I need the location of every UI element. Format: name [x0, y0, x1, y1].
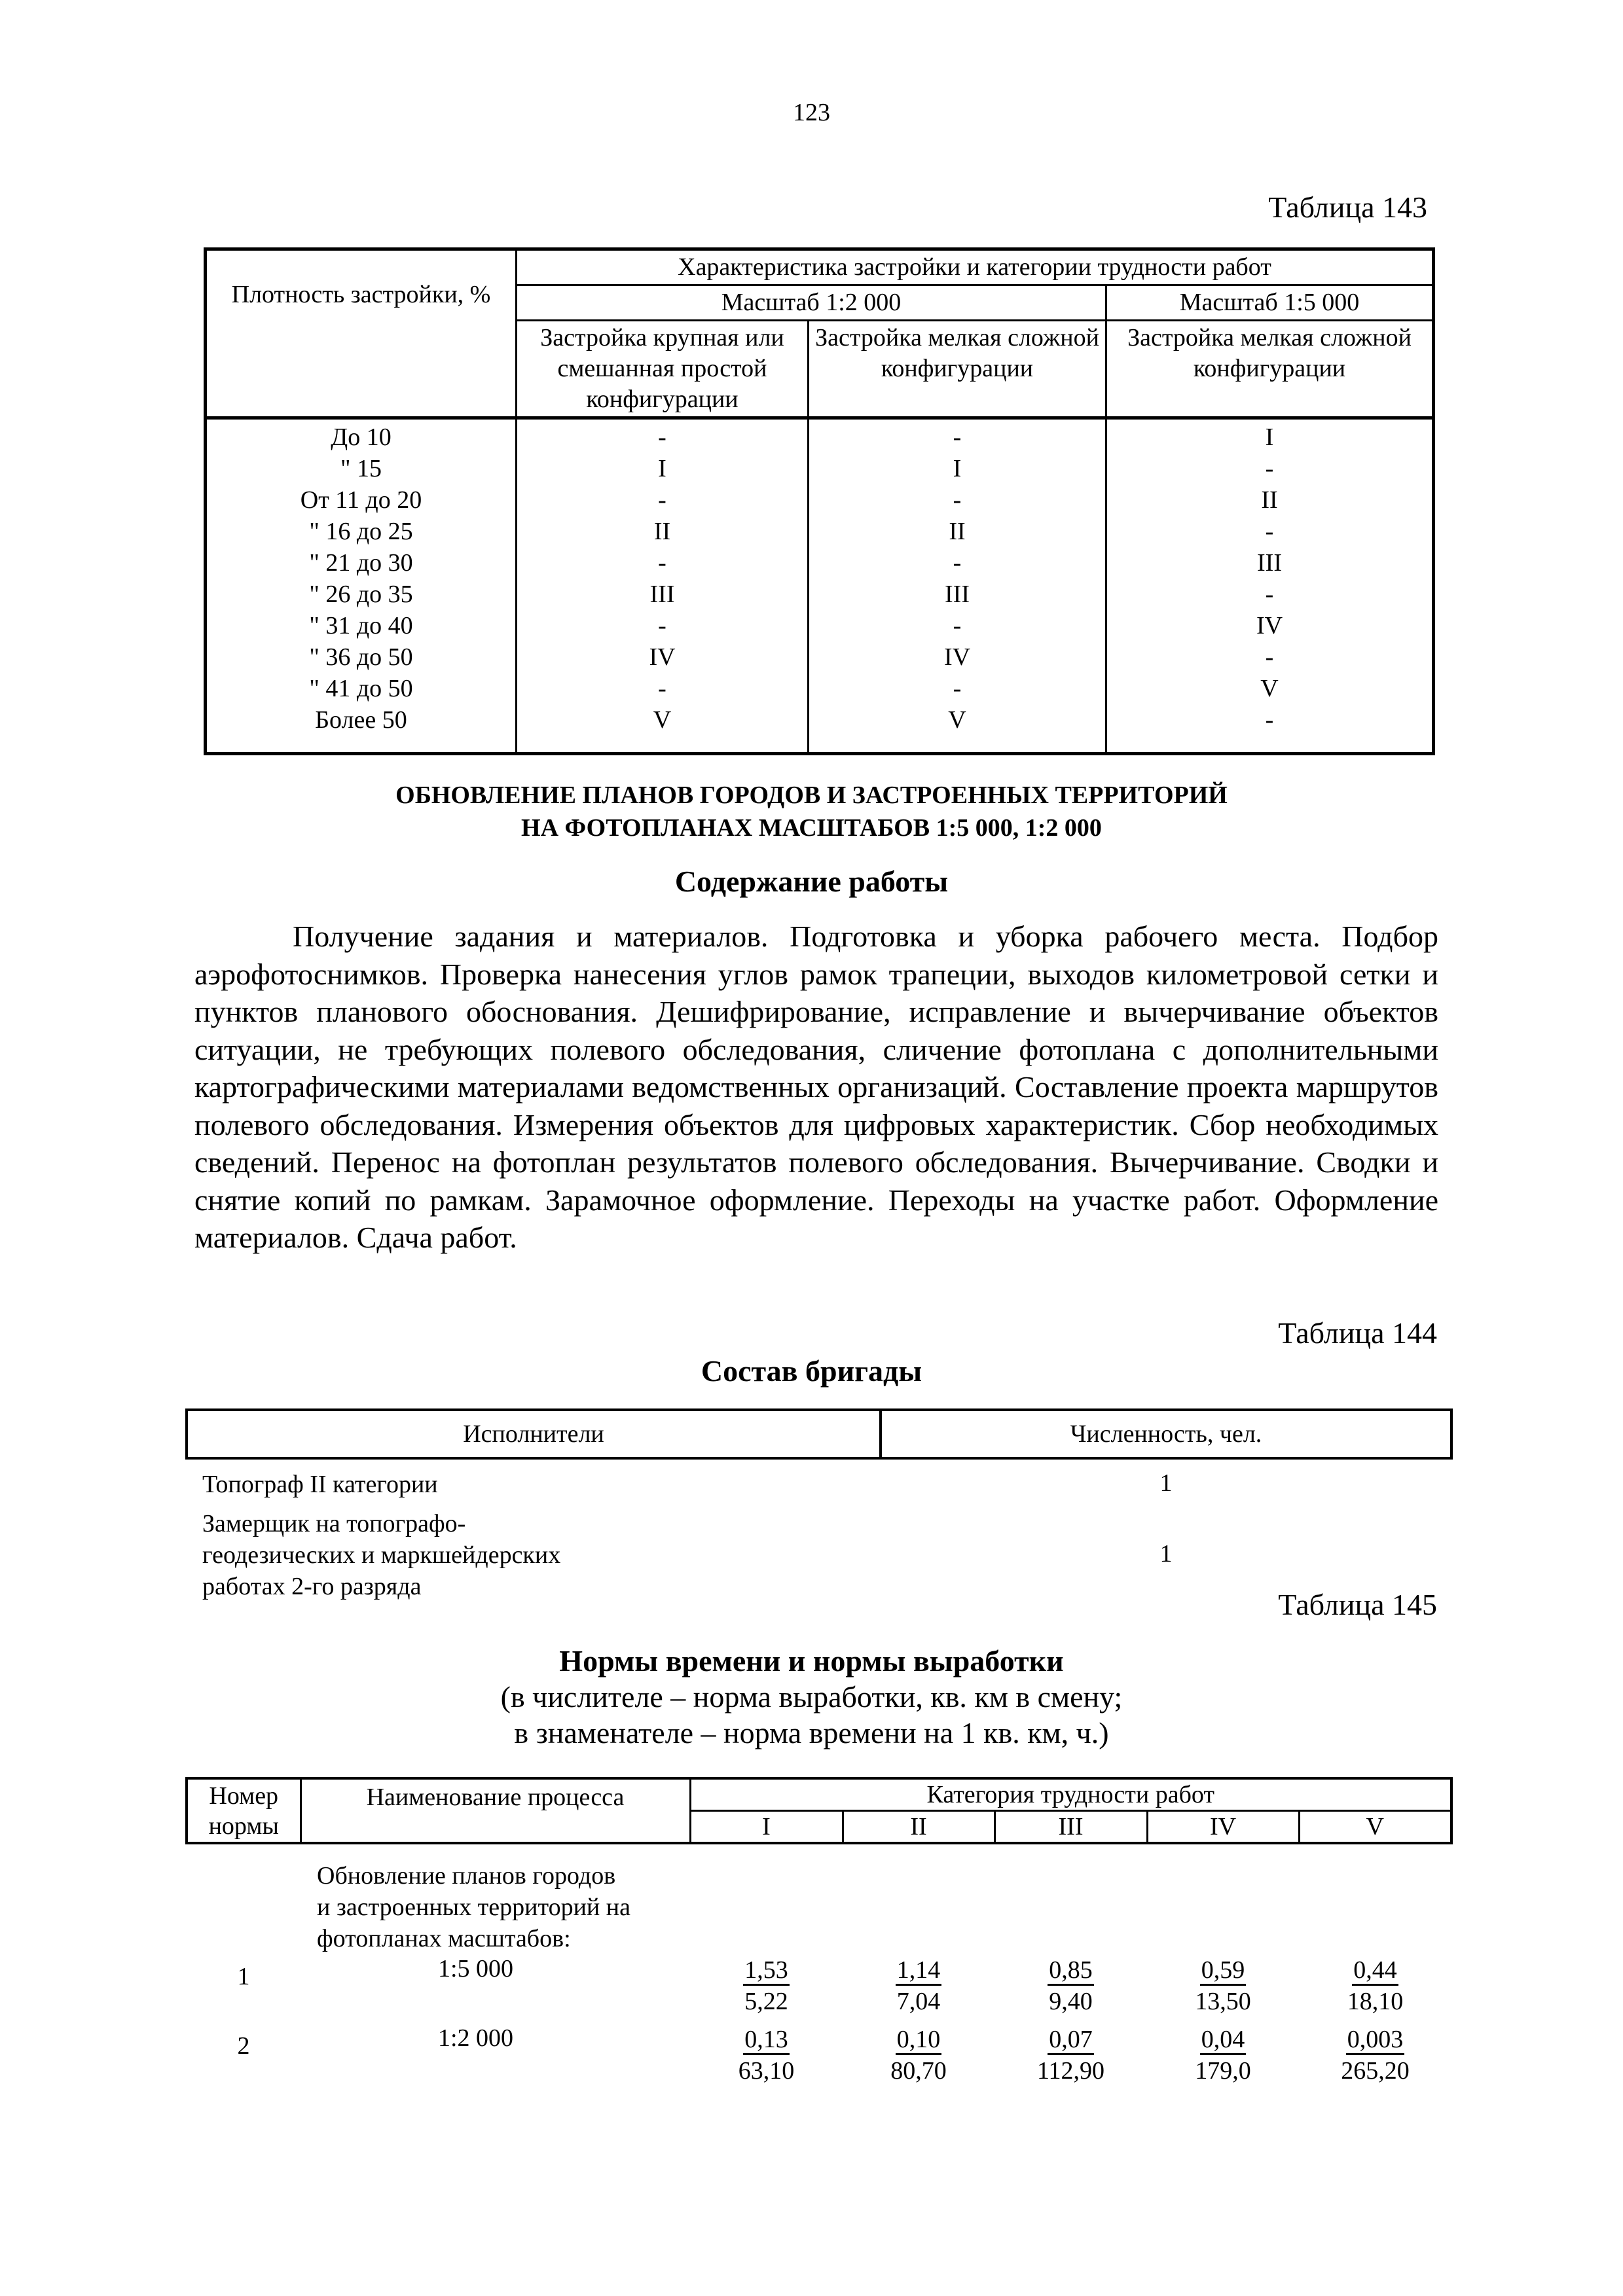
category-column-1: [517, 418, 809, 754]
process-title: Обновление планов городов и застроенных территорий на фотопланах масштабов:: [317, 1862, 630, 1952]
table-cell: " 21 до 30: [309, 549, 413, 577]
norm-fraction: $\frac{0,003}{265,20}$: [1341, 2026, 1410, 2085]
table-cell: I: [953, 455, 962, 482]
table-cell: 1: [1159, 1469, 1173, 1497]
table-cell: -: [953, 423, 962, 451]
norm-fraction: $\frac{0,04}{179,0}$: [1195, 2026, 1251, 2085]
table-145-title: Нормы времени и нормы выработки: [559, 1644, 1064, 1677]
section-title-line-2: НА ФОТОПЛАНАХ МАСШТАБОВ 1:5 000, 1:2 000: [521, 814, 1102, 842]
table-cell: IV: [1256, 612, 1283, 639]
category-column-2: [809, 418, 1106, 754]
norm-fraction: $\frac{0,13}{63,10}$: [738, 2026, 795, 2085]
norm-fraction: $\frac{1,14}{7,04}$: [896, 1956, 941, 2015]
table-cell: -: [1265, 706, 1274, 734]
table-cell: Замерщик на топографо-геодезических и маркшейдерских работах 2-го разряда: [202, 1510, 561, 1600]
header-count: Численность, чел.: [881, 1410, 1451, 1458]
header-density: Плотность застройки, %: [206, 249, 517, 418]
page-number: 123: [793, 99, 830, 126]
norm-number: 2: [237, 2032, 250, 2060]
norm-fraction: $\frac{0,85}{9,40}$: [1049, 1956, 1093, 2015]
table-145: [185, 1777, 1453, 2087]
table-145-subtitle-1: (в числителе – норма выработки, кв. км в смену;: [500, 1680, 1123, 1713]
norm-fraction: $\frac{0,07}{112,90}$: [1036, 2026, 1105, 2085]
density-column: [206, 418, 517, 754]
header-performers: Исполнители: [187, 1410, 881, 1458]
norm-number: 1: [237, 1963, 250, 1990]
header-difficulty-category: Категория трудности работ: [690, 1778, 1451, 1811]
table-cell: -: [658, 423, 666, 451]
table-row: [187, 1458, 1451, 1508]
table-cell: Топограф II категории: [202, 1471, 438, 1498]
table-cell: -: [1265, 643, 1274, 671]
table-cell: -: [953, 675, 962, 702]
table-cell: -: [658, 675, 666, 702]
header-norm-number: Номер нормы: [187, 1778, 301, 1843]
table-cell: -: [953, 549, 962, 577]
table-cell: -: [658, 612, 666, 639]
table-cell: Более 50: [315, 706, 407, 734]
norm-fraction: $\frac{0,59}{13,50}$: [1195, 1956, 1251, 2015]
table-145-caption: [0, 1643, 1623, 1751]
header-scale-5000: Масштаб 1:5 000: [1106, 285, 1434, 321]
header-sub-3: Застройка мелкая сложной конфигурации: [1106, 321, 1434, 418]
norm-fraction: $\frac{1,53}{5,22}$: [744, 1956, 788, 2015]
table-cell: -: [658, 486, 666, 514]
section-title-line-1: ОБНОВЛЕНИЕ ПЛАНОВ ГОРОДОВ И ЗАСТРОЕННЫХ ТЕРРИТОРИЙ: [395, 781, 1228, 809]
table-cell: V: [653, 706, 672, 734]
table-cell: II: [653, 518, 671, 545]
header-scale-2000: Масштаб 1:2 000: [517, 285, 1106, 321]
table-143-label: Таблица 143: [1268, 190, 1427, 224]
section-title: [0, 779, 1623, 844]
header-group: Характеристика застройки и категории трудности работ: [517, 249, 1434, 285]
table-cell: III: [1257, 549, 1282, 577]
section-subtitle: Содержание работы: [674, 865, 949, 898]
header-cat-3: III: [994, 1811, 1147, 1844]
table-cell: III: [649, 581, 675, 608]
table-cell: V: [948, 706, 966, 734]
header-cat-5: V: [1299, 1811, 1451, 1844]
scale-label: 1:5 000: [437, 1955, 514, 1982]
table-cell: 1: [1159, 1540, 1173, 1568]
table-cell: -: [1265, 518, 1274, 545]
table-cell: II: [949, 518, 966, 545]
table-cell: -: [658, 549, 666, 577]
scale-label: 1:2 000: [437, 2024, 514, 2052]
table-144-label: Таблица 144: [1278, 1316, 1437, 1350]
header-sub-1: Застройка крупная или смешанная простой конфигурации: [517, 321, 809, 418]
table-144-title: Состав бригады: [701, 1354, 922, 1388]
category-column-3: [1106, 418, 1434, 754]
header-cat-1: I: [690, 1811, 843, 1844]
norm-fraction: $\frac{0,10}{80,70}$: [890, 2026, 947, 2085]
table-cell: " 36 до 50: [309, 643, 413, 671]
table-cell: IV: [943, 643, 971, 671]
table-cell: " 41 до 50: [309, 675, 413, 702]
table-cell: От 11 до 20: [300, 486, 422, 514]
norm-fraction: $\frac{0,44}{18,10}$: [1347, 1956, 1404, 2015]
table-cell: -: [1265, 581, 1274, 608]
work-content-paragraph: Получение задания и материалов. Подготовка и уборка рабочего места. Подбор аэрофотоснимков. Проверка нанесения углов рамок трапеции, выходов километровой сетки и пунктов планового обоснования. Дешифрирование, исправление и вычерчивание объектов ситуации, не требующих полевого обследования, сличение фотоплана с дополнительными картографическими материалами ведомственных организаций. Составление проекта маршрутов полевого обследования. Измерения объектов для цифровых характеристик. Сбор необходимых сведений. Перенос на фотоплан результатов полевого обследования. Вычерчивание. Сводки и снятие копий по рамкам. Зарамочное оформление. Переходы на участке работ. Оформление материалов. Сдача работ.: [194, 920, 1438, 1254]
table-144: [185, 1408, 1453, 1602]
table-145-subtitle-2: в знаменателе – норма времени на 1 кв. км, ч.): [514, 1716, 1109, 1749]
table-cell: " 31 до 40: [309, 612, 413, 639]
header-sub-2: Застройка мелкая сложной конфигурации: [809, 321, 1106, 418]
table-row: [187, 1954, 1451, 2017]
header-cat-2: II: [843, 1811, 994, 1844]
table-row: [187, 2017, 1451, 2087]
header-cat-4: IV: [1147, 1811, 1299, 1844]
table-cell: " 15: [340, 455, 382, 482]
table-cell: " 26 до 35: [309, 581, 413, 608]
table-cell: III: [945, 581, 970, 608]
table-cell: I: [1265, 423, 1274, 451]
table-cell: -: [953, 486, 962, 514]
table-cell: " 16 до 25: [309, 518, 413, 545]
header-process-name: Наименование процесса: [301, 1778, 690, 1843]
table-cell: I: [658, 455, 666, 482]
table-cell: -: [953, 612, 962, 639]
table-145-label: Таблица 145: [1278, 1588, 1437, 1621]
table-cell: -: [1265, 455, 1274, 482]
table-143: [204, 247, 1435, 755]
table-cell: II: [1261, 486, 1278, 514]
table-cell: IV: [649, 643, 676, 671]
table-cell: До 10: [331, 423, 392, 451]
table-cell: V: [1260, 675, 1279, 702]
